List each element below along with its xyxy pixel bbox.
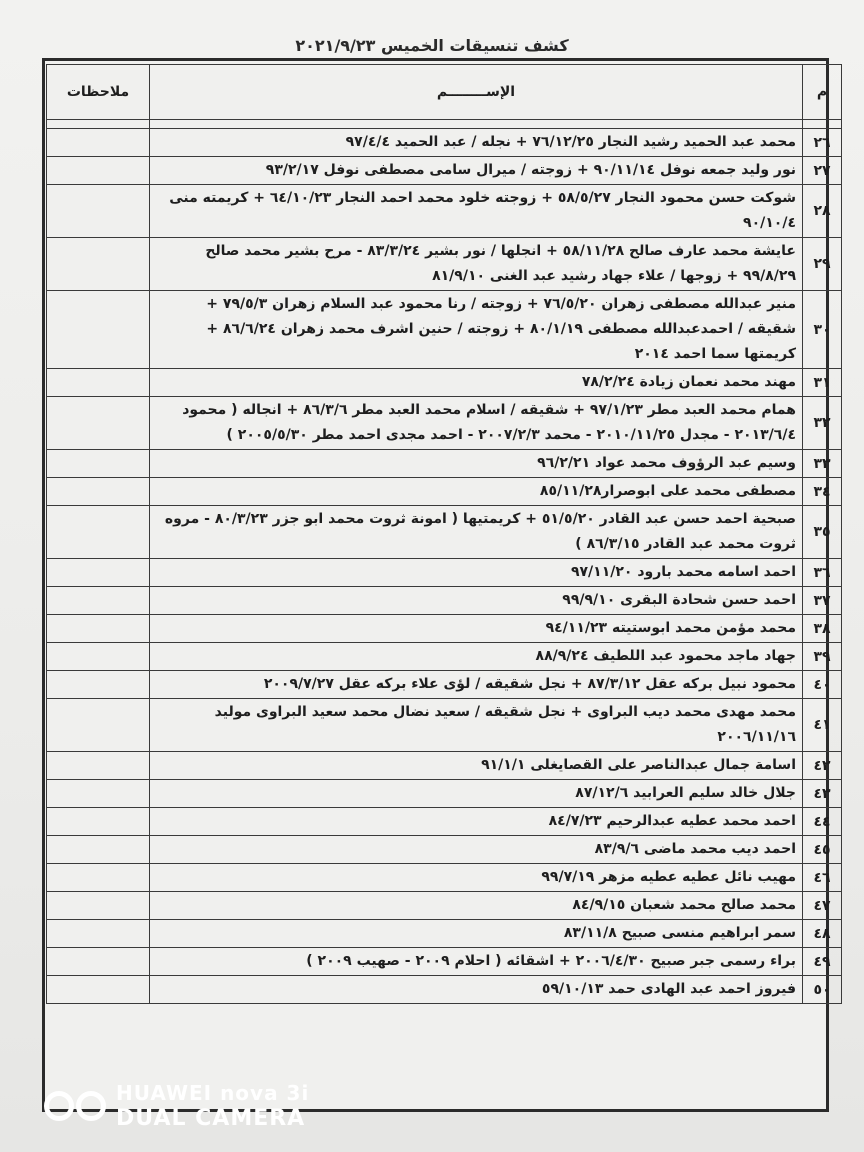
table-row [47,699,842,752]
row-name: نور وليد جمعه نوفل ٩٠/١١/١٤ + زوجته / ميرال سامى مصطفى نوفل ٩٣/٢/١٧ [150,157,803,185]
row-notes [47,157,150,185]
row-notes [47,291,150,369]
row-name: جلال خالد سليم العرابيد ٨٧/١٢/٦ [150,780,803,808]
row-name: مصطفى محمد على ابوصرار٨٥/١١/٢٨ [150,478,803,506]
row-number: ٥٠ [803,976,842,1004]
row-name: محمد عبد الحميد رشيد النجار ٧٦/١٢/٢٥ + نجله / عبد الحميد ٩٧/٤/٤ [150,129,803,157]
row-number: ٢٩ [803,238,842,291]
row-number: ٤٧ [803,892,842,920]
row-name: مهيب نائل عطيه عطيه مزهر ٩٩/٧/١٩ [150,864,803,892]
table-row [47,976,842,1004]
row-number: ٣٠ [803,291,842,369]
row-notes [47,587,150,615]
row-number: ٣٣ [803,450,842,478]
row-number: ٤٣ [803,780,842,808]
row-name: وسيم عبد الرؤوف محمد عواد ٩٦/٢/٢١ [150,450,803,478]
row-number: ٣٥ [803,506,842,559]
watermark-line2: DUAL CAMERA [116,1106,306,1131]
table-row [47,864,842,892]
table-row [47,506,842,559]
table-row [47,752,842,780]
table-row [47,948,842,976]
table-row [47,238,842,291]
row-notes [47,478,150,506]
header-number: م [803,65,842,120]
row-name: محمد مؤمن محمد ابوستيته ٩٤/١١/٢٣ [150,615,803,643]
names-table [46,64,842,1004]
table-row [47,892,842,920]
row-number: ٤٤ [803,808,842,836]
table-row [47,615,842,643]
row-notes [47,948,150,976]
row-name: عايشة محمد عارف صالح ٥٨/١١/٢٨ + انجلها / نور بشير ٨٣/٣/٢٤ - مرح بشير محمد صالح ٩٩/٨/٢٩ + زوجها / علاء جهاد رشيد عبد الغنى ٨١/٩/١٠ [150,238,803,291]
table-row [47,643,842,671]
spacer-row [47,120,842,129]
row-notes [47,129,150,157]
row-number: ٣٦ [803,559,842,587]
row-name: صبحية احمد حسن عبد القادر ٥١/٥/٢٠ + كريمتيها ( امونة ثروت محمد ابو جزر ٨٠/٣/٢٣ - مروه ثروت محمد عبد القادر ٨٦/٣/١٥ ) [150,506,803,559]
row-name: شوكت حسن محمود النجار ٥٨/٥/٢٧ + زوجته خلود محمد احمد النجار ٦٤/١٠/٢٣ + كريمته منى ٩٠/١٠/٤ [150,185,803,238]
row-name: محمد مهدى محمد ديب البراوى + نجل شقيقه / سعيد نضال محمد سعيد البراوى موليد ٢٠٠٦/١١/١٦ [150,699,803,752]
row-notes [47,892,150,920]
row-notes [47,397,150,450]
row-name: همام محمد العبد مطر ٩٧/١/٢٣ + شقيقه / اسلام محمد العبد مطر ٨٦/٣/٦ + انجاله ( محمود ٢٠١٣/٦/٤ - مجدل ٢٠١٠/١١/٢٥ - محمد ٢٠٠٧/٢/٣ - احمد مجدى احمد مطر ٢٠٠٥/٥/٣٠ ) [150,397,803,450]
row-number: ٣٧ [803,587,842,615]
row-notes [47,699,150,752]
row-notes [47,780,150,808]
row-notes [47,976,150,1004]
row-notes [47,185,150,238]
table-row [47,808,842,836]
row-number: ٤٢ [803,752,842,780]
table-row [47,587,842,615]
header-notes: ملاحظات [47,65,150,120]
row-number: ٢٧ [803,157,842,185]
camera-watermark [44,1080,309,1132]
table-row [47,291,842,369]
table-row [47,836,842,864]
row-number: ٣١ [803,369,842,397]
row-notes [47,506,150,559]
row-number: ٣٩ [803,643,842,671]
row-notes [47,559,150,587]
row-notes [47,615,150,643]
row-notes [47,808,150,836]
row-notes [47,369,150,397]
row-name: اسامة جمال عبدالناصر على القصايغلى ٩١/١/١ [150,752,803,780]
row-number: ٤٥ [803,836,842,864]
row-name: جهاد ماجد محمود عبد اللطيف ٨٨/٩/٢٤ [150,643,803,671]
row-number: ٤١ [803,699,842,752]
row-name: محمود نبيل بركه عقل ٨٧/٣/١٢ + نجل شقيقه / لؤى علاء بركه عقل ٢٠٠٩/٧/٢٧ [150,671,803,699]
row-number: ٤٦ [803,864,842,892]
row-name: احمد اسامه محمد بارود ٩٧/١١/٢٠ [150,559,803,587]
row-notes [47,836,150,864]
row-number: ٣٢ [803,397,842,450]
row-name: احمد محمد عطيه عبدالرحيم ٨٤/٧/٢٣ [150,808,803,836]
row-notes [47,920,150,948]
document-title: كشف تنسيقات الخميس ٢٠٢١/٩/٢٣ [295,36,569,55]
camera-logo-icon [44,1091,106,1121]
row-name: احمد حسن شحادة البقرى ٩٩/٩/١٠ [150,587,803,615]
table-row [47,478,842,506]
row-number: ٣٤ [803,478,842,506]
row-name: مهند محمد نعمان زيادة ٧٨/٢/٢٤ [150,369,803,397]
row-name: محمد صالح محمد شعبان ٨٤/٩/١٥ [150,892,803,920]
table-row [47,129,842,157]
table-row [47,397,842,450]
row-number: ٢٨ [803,185,842,238]
table-header-row [47,65,842,120]
row-notes [47,671,150,699]
table-row [47,671,842,699]
table-row [47,780,842,808]
row-number: ٢٦ [803,129,842,157]
row-name: سمر ابراهيم منسى صبيح ٨٣/١١/٨ [150,920,803,948]
row-number: ٤٩ [803,948,842,976]
watermark-line1: HUAWEI nova 3i [116,1081,310,1105]
row-notes [47,450,150,478]
row-number: ٤٨ [803,920,842,948]
table-row [47,450,842,478]
table-row [47,920,842,948]
table-row [47,185,842,238]
row-number: ٣٨ [803,615,842,643]
row-name: براء رسمى جبر صبيح ٢٠٠٦/٤/٣٠ + اشقائه ( احلام ٢٠٠٩ - صهيب ٢٠٠٩ ) [150,948,803,976]
header-name: الإســــــــم [150,65,803,120]
row-notes [47,752,150,780]
table-row [47,157,842,185]
row-notes [47,238,150,291]
row-notes [47,643,150,671]
table-row [47,559,842,587]
row-name: احمد ديب محمد ماضى ٨٣/٩/٦ [150,836,803,864]
table-row [47,369,842,397]
row-number: ٤٠ [803,671,842,699]
row-name: منير عبدالله مصطفى زهران ٧٦/٥/٢٠ + زوجته / رنا محمود عبد السلام زهران ٧٩/٥/٣ + شقيقه / احمدعبدالله مصطفى ٨٠/١/١٩ + زوجته / حنين اشرف محمد زهران ٨٦/٦/٢٤ + كريمتها سما احمد ٢٠١٤ [150,291,803,369]
row-name: فيروز احمد عبد الهادى حمد ٥٩/١٠/١٣ [150,976,803,1004]
row-notes [47,864,150,892]
